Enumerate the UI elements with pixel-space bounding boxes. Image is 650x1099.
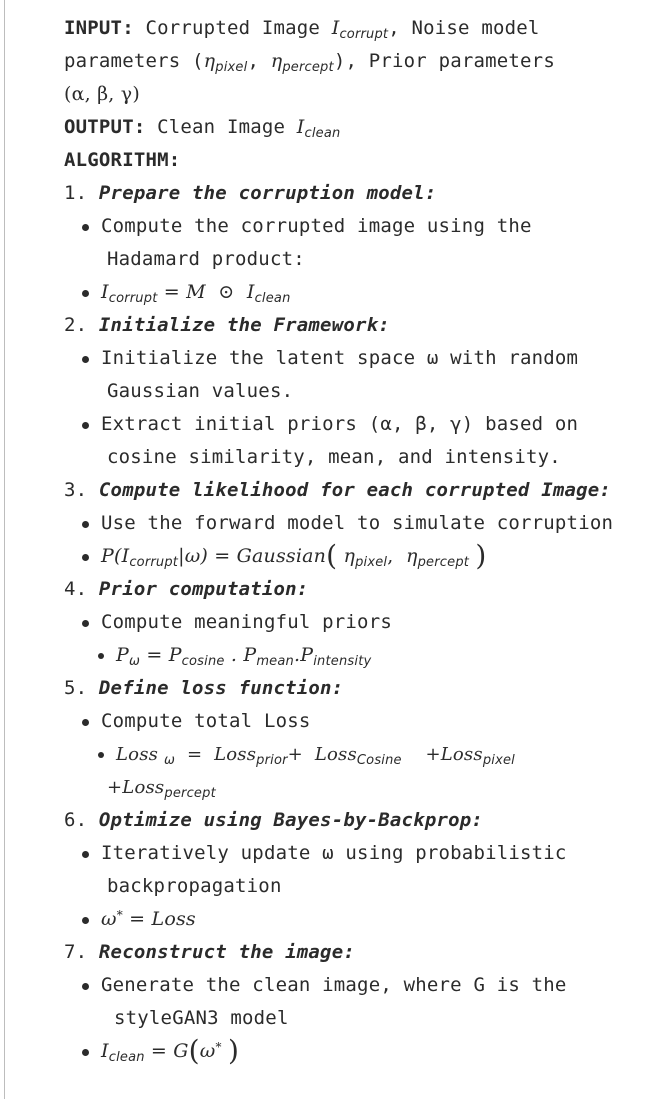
- bullet-text: Compute the corrupted image using the: [101, 215, 532, 237]
- step-6-heading: [64, 804, 650, 837]
- bullet-dot: [82, 290, 89, 297]
- eta-percept-symbol: $\eta_{percept}$: [270, 50, 334, 75]
- bullet-text: Iteratively update ω using probabilistic: [101, 842, 567, 864]
- likelihood-equation: $P(I_{corrupt}|\omega)$ = Gaussian( $\eta_{pixel}$, $\eta_{percept}$ ): [101, 539, 487, 572]
- step-2-bullet-2-cont: [64, 441, 650, 474]
- bullet-text-cont: cosine similarity, mean, and intensity.: [107, 446, 561, 468]
- eta-pixel-symbol: $\eta_{pixel}$: [203, 50, 248, 75]
- step-1-bullet-1-cont: [64, 243, 650, 276]
- loss-equation: Loss $_\omega$ = Loss$_{prior}$+ Loss$_{Cosine}$ +Loss$_{pixel}$: [116, 744, 515, 768]
- step-1-formula: [64, 276, 650, 309]
- input-text: Corrupted Image: [145, 17, 321, 39]
- step-2-bullet-1: [64, 342, 650, 375]
- algorithm-label-line: [64, 144, 650, 177]
- bullet-dot: [82, 422, 89, 429]
- bullet-text-cont: Hadamard product:: [107, 248, 305, 270]
- bullet-dot: [82, 719, 89, 726]
- reconstruction-equation: $I_{clean} = G(\omega^*$ ): [101, 1034, 240, 1067]
- output-text: Clean Image: [157, 116, 286, 138]
- step-3-formula: [64, 540, 650, 573]
- step-title: Reconstruct the image:: [98, 941, 355, 963]
- step-6-formula: [64, 903, 650, 936]
- step-7-heading: [64, 936, 650, 969]
- corruption-equation: $I_{corrupt} = M$ ⊙ $I_{clean}$: [101, 281, 291, 306]
- step-1-bullet-1: [64, 210, 650, 243]
- bullet-text: Extract initial priors (α, β, γ) based on: [101, 413, 579, 435]
- input-line-1: [64, 12, 650, 45]
- bullet-dot: [82, 521, 89, 528]
- step-number: 1.: [64, 182, 88, 204]
- input-line-3: [64, 78, 650, 111]
- bullet-dot: [82, 1049, 89, 1056]
- step-4-heading: [64, 573, 650, 606]
- bullet-dot: [82, 851, 89, 858]
- prior-params: (α, β, γ): [64, 83, 140, 105]
- step-title: Optimize using Bayes-by-Backprop:: [98, 809, 484, 831]
- step-2-bullet-2: [64, 408, 650, 441]
- i-clean-symbol: $I_{clean}$: [296, 116, 341, 141]
- step-4-formula: [64, 639, 650, 672]
- bullet-text-cont: backpropagation: [107, 875, 282, 897]
- bullet-text: Compute meaningful priors: [101, 611, 392, 633]
- input-line-2: parameters ($\eta_{pixel}$, $\eta_{percept}$), Prior parameters: [64, 50, 555, 75]
- bullet-dot: [82, 620, 89, 627]
- algorithm-label: ALGORITHM:: [64, 149, 181, 171]
- input-text-2: , Noise model: [388, 17, 540, 39]
- step-3-bullet-1: [64, 507, 650, 540]
- step-number: 3.: [64, 479, 88, 501]
- step-7-bullet-1-cont: [64, 1002, 650, 1035]
- output-label: OUTPUT:: [64, 116, 146, 138]
- step-title: Compute likelihood for each corrupted Image:: [98, 479, 612, 501]
- step-6-bullet-1-cont: [64, 870, 650, 903]
- step-number: 7.: [64, 941, 88, 963]
- optimum-equation: ω* = Loss: [101, 908, 196, 930]
- bullet-text: Use the forward model to simulate corruption: [101, 512, 614, 534]
- input-label: INPUT:: [64, 17, 134, 39]
- input-text-4: ), Prior parameters: [333, 50, 555, 72]
- bullet-text-cont: Gaussian values.: [107, 380, 294, 402]
- bullet-text: Compute total Loss: [101, 710, 311, 732]
- step-title: Prior computation:: [98, 578, 309, 600]
- step-title: Prepare the corruption model:: [98, 182, 437, 204]
- bullet-dot: [82, 917, 89, 924]
- step-1-heading: [64, 177, 650, 210]
- bullet-text: Generate the clean image, where G is the: [101, 974, 567, 996]
- bullet-dot: [82, 224, 89, 231]
- step-7-formula: [64, 1035, 650, 1068]
- bullet-dot: [82, 554, 89, 561]
- input-text-3: parameters (: [64, 50, 204, 72]
- bullet-dot: [98, 752, 104, 758]
- bullet-dot: [98, 653, 104, 659]
- step-4-bullet-1: [64, 606, 650, 639]
- step-title: Define loss function:: [98, 677, 344, 699]
- step-2-bullet-1-cont: [64, 375, 650, 408]
- step-7-bullet-1: [64, 969, 650, 1002]
- bullet-text: Initialize the latent space ω with random: [101, 347, 579, 369]
- step-2-heading: [64, 309, 650, 342]
- step-number: 5.: [64, 677, 88, 699]
- prior-equation: $P_\omega = P_{cosine}$ . $P_{mean}.P_{intensity}$: [116, 644, 372, 669]
- loss-equation-cont: +Loss$_{percept}$: [107, 777, 216, 801]
- step-6-bullet-1: [64, 837, 650, 870]
- i-corrupt-symbol: $I_{corrupt}$: [331, 17, 389, 42]
- output-line: [64, 111, 650, 144]
- step-5-bullet-1: [64, 705, 650, 738]
- step-number: 2.: [64, 314, 88, 336]
- left-border-rule: [4, 0, 5, 1099]
- step-5-formula-cont: [64, 771, 650, 804]
- bullet-text-cont: styleGAN3 model: [114, 1007, 289, 1029]
- step-title: Initialize the Framework:: [98, 314, 390, 336]
- bullet-dot: [82, 356, 89, 363]
- step-number: 6.: [64, 809, 88, 831]
- algorithm-block: [64, 12, 650, 1068]
- bullet-dot: [82, 983, 89, 990]
- step-number: 4.: [64, 578, 88, 600]
- step-5-heading: [64, 672, 650, 705]
- step-3-heading: [64, 474, 650, 507]
- step-5-formula: [64, 738, 650, 771]
